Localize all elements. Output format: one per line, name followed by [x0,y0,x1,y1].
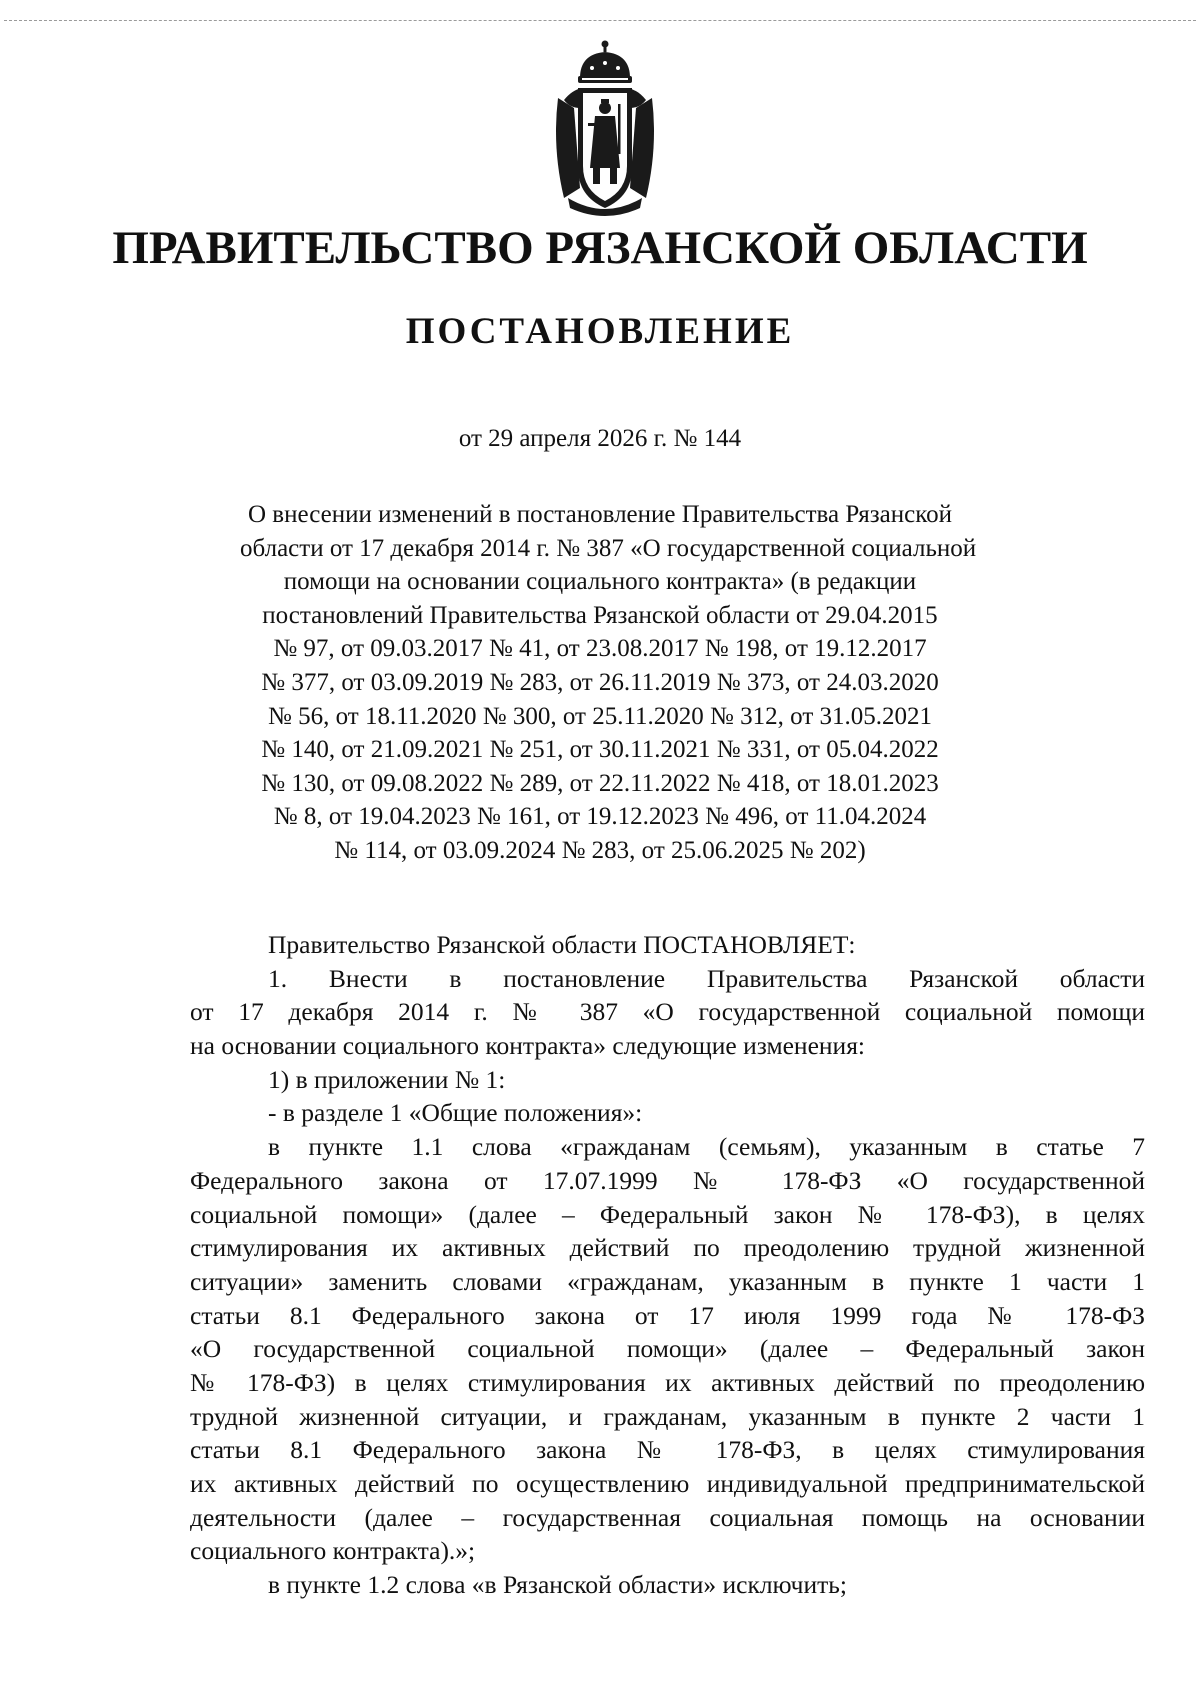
subject-line: № 140, от 21.09.2021 № 251, от 30.11.2021 № 331, от 05.04.2022 [261,736,939,764]
body-line: - в разделе 1 «Общие положения»: [268,1098,643,1128]
body-line: от 17 декабря 2014 г. № 387 «О государственной социальной помощи [190,997,1145,1027]
subject-line: № 56, от 18.11.2020 № 300, от 25.11.2020 № 312, от 31.05.2021 [268,702,932,730]
body-line: № 178-ФЗ) в целях стимулирования их активных действий по преодолению [190,1367,1145,1397]
scan-top-edge [4,20,1196,21]
body-line: Федерального закона от 17.07.1999 № 178-ФЗ «О государственной [190,1165,1145,1195]
body-line: социальной помощи» (далее – Федеральный закон № 178-ФЗ), в целях [190,1199,1145,1229]
body-line: стимулирования их активных действий по преодолению трудной жизненной [190,1233,1145,1263]
body-line: «О государственной социальной помощи» (далее – Федеральный закон [190,1334,1145,1364]
subject-line: № 130, от 09.08.2022 № 289, от 22.11.2022 № 418, от 18.01.2023 [261,769,939,797]
body-line: 1. Внести в постановление Правительства Рязанской области [268,963,1145,993]
document-type: ПОСТАНОВЛЕНИЕ [405,311,795,352]
body-line: трудной жизненной ситуации, и гражданам, указанным в пункте 2 части 1 [190,1401,1145,1431]
subject-line: № 97, от 09.03.2017 № 41, от 23.08.2017 № 198, от 19.12.2017 [273,635,927,663]
subject-line: № 377, от 03.09.2019 № 283, от 26.11.2019 № 373, от 24.03.2020 [261,668,939,696]
body-line: на основании социального контракта» следующие изменения: [190,1031,866,1061]
body-line: ситуации» заменить словами «гражданам, указанным в пункте 1 части 1 [190,1266,1145,1296]
subject-line: области от 17 декабря 2014 г. № 387 «О государственной социальной [240,534,977,562]
body-line: в пункте 1.2 слова «в Рязанской области» исключить; [268,1570,847,1600]
subject-line: постановлений Правительства Рязанской области от 29.04.2015 [262,601,938,629]
body-line: статьи 8.1 Федерального закона № 178-ФЗ, в целях стимулирования [190,1435,1145,1465]
subject-line: помощи на основании социального контракта» (в редакции [283,568,917,596]
subject-line: О внесении изменений в постановление Правительства Рязанской [247,501,952,528]
body-line: 1) в приложении № 1: [268,1064,506,1094]
body-line: деятельности (далее – государственная социальная помощь на основании [190,1502,1145,1532]
ryazan-coat-of-arms-icon [550,38,660,220]
document-subject [240,498,977,868]
body-line: Правительство Рязанской области ПОСТАНОВЛЯЕТ: [268,930,856,959]
body-line: их активных действий по осуществлению индивидуальной предпринимательской [190,1469,1145,1498]
organization-title: ПРАВИТЕЛЬСТВО РЯЗАНСКОЙ ОБЛАСТИ [112,222,1088,274]
body-line: социального контракта).»; [190,1536,476,1566]
subject-line: № 114, от 03.09.2024 № 283, от 25.06.2025 № 202) [334,836,866,864]
body-line: в пункте 1.1 слова «гражданам (семьям), указанным в статье 7 [268,1132,1145,1162]
document-date-number: от 29 апреля 2026 г. № 144 [458,425,742,452]
subject-line: № 8, от 19.04.2023 № 161, от 19.12.2023 № 496, от 11.04.2024 [273,803,927,831]
document-body [190,928,1145,1602]
body-line: статьи 8.1 Федерального закона от 17 июля 1999 года № 178-ФЗ [190,1300,1145,1330]
